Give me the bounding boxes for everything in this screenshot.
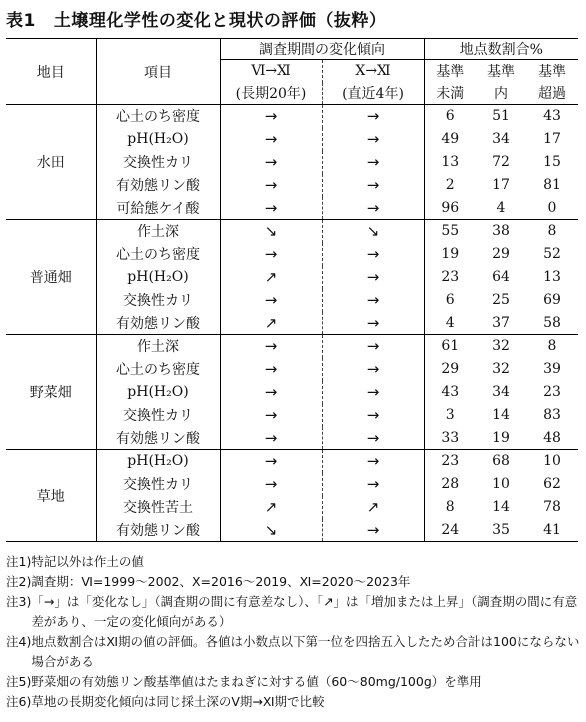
trend-recent-cell: ↘: [322, 220, 424, 243]
header-trend-group: 調査期間の変化傾向: [220, 39, 424, 60]
within-cell: 32: [492, 361, 510, 377]
trend-recent-cell: ↗: [322, 496, 424, 519]
item-cell: 可給態ケイ酸: [96, 197, 220, 220]
within-cell: 38: [476, 220, 526, 243]
table-number: 表1: [6, 11, 36, 31]
header-trend-recent: Ⅹ→Ⅺ: [322, 60, 424, 83]
within-cell: 68: [476, 450, 526, 473]
item-cell: pH(H₂O): [96, 381, 220, 404]
notes: [6, 552, 582, 712]
trend-long-cell: →: [220, 151, 322, 174]
note-text: 草地の長期変化傾向は同じ採土深のⅤ期→Ⅺ期で比較: [31, 694, 325, 709]
item-cell: 交換性カリ: [96, 404, 220, 427]
header-within-2: 内: [476, 83, 526, 105]
below-cell: 3: [424, 404, 476, 427]
trend-long-cell: →: [220, 427, 322, 450]
item-cell: pH(H₂O): [96, 450, 220, 473]
trend-long-cell: →: [220, 174, 322, 197]
trend-recent-cell: →: [322, 105, 424, 128]
trend-long-cell: →: [220, 450, 322, 473]
above-cell: 69: [543, 292, 561, 308]
trend-long-cell: ↗: [220, 312, 322, 335]
table-title-text: 土壌理化学性の変化と現状の評価（抜粋）: [53, 11, 387, 31]
table-row: [6, 220, 578, 243]
header-above-2: 超過: [526, 83, 578, 105]
below-cell: 23: [424, 266, 476, 289]
note-text: 特記以外は作土の値: [31, 554, 144, 569]
above-cell: 15: [543, 154, 561, 170]
above-cell: 83: [543, 407, 561, 423]
above-cell: 17: [543, 131, 561, 147]
table-title: [6, 6, 386, 31]
note-item: [6, 692, 582, 712]
item-cell: 作土深: [96, 335, 220, 358]
above-cell: 81: [543, 177, 561, 193]
above-cell: 0: [547, 199, 557, 216]
note-item: [6, 572, 582, 592]
within-cell: 14: [492, 499, 510, 515]
above-cell: 62: [543, 476, 561, 492]
below-cell: 33: [424, 427, 476, 450]
below-cell: 13: [424, 151, 476, 174]
trend-long-cell: →: [220, 335, 322, 358]
trend-recent-cell: →: [322, 197, 424, 220]
note-label: 注3): [6, 594, 32, 609]
item-cell: 有効態リン酸: [96, 427, 220, 450]
item-cell: 有効態リン酸: [96, 174, 220, 197]
item-cell: 交換性苦土: [96, 496, 220, 519]
within-cell: 4: [496, 199, 506, 216]
note-text: 地点数割合はⅪ期の値の評価。各値は小数点以下第一位を四捨五入したため合計は100にならない場合がある: [31, 634, 580, 669]
note-text: 野菜畑の有効態リン酸基準値はたまねぎに対する値（60〜80mg/100g）を準用: [31, 674, 482, 689]
trend-long-cell: →: [220, 381, 322, 404]
below-cell: 24: [424, 519, 476, 542]
trend-recent-cell: →: [322, 243, 424, 266]
header-trend-long: Ⅵ→Ⅺ: [220, 60, 322, 83]
note-item: [6, 632, 582, 672]
below-cell: 8: [424, 496, 476, 519]
above-cell: 10: [526, 450, 578, 473]
trend-recent-cell: →: [322, 289, 424, 312]
trend-recent-cell: →: [322, 450, 424, 473]
trend-long-cell: ↗: [220, 496, 322, 519]
note-text: 「→」は「変化なし」（調査期の間に有意差なし）、「↗」は「増加または上昇」（調査期の間に有意差があり、一定の変化傾向がある）: [31, 594, 578, 629]
trend-long-cell: →: [220, 473, 322, 496]
above-cell: 58: [543, 314, 561, 331]
trend-long-cell: ↘: [220, 220, 322, 243]
header-trend-recent-sub: (直近4年): [322, 83, 424, 105]
trend-recent-cell: →: [322, 174, 424, 197]
table-row: [6, 335, 578, 358]
item-cell: 心土のち密度: [96, 358, 220, 381]
within-cell: 35: [492, 521, 510, 538]
below-cell: 49: [424, 128, 476, 151]
above-cell: 78: [543, 499, 561, 515]
trend-recent-cell: →: [322, 473, 424, 496]
below-cell: 2: [424, 174, 476, 197]
below-cell: 96: [424, 197, 476, 220]
above-cell: 23: [543, 384, 561, 400]
note-item: [6, 592, 582, 632]
within-cell: 37: [492, 314, 510, 331]
table-header: [6, 39, 578, 105]
above-cell: 43: [543, 108, 561, 125]
within-cell: 72: [492, 154, 510, 170]
land-use-cell: 普通畑: [6, 220, 96, 335]
above-cell: 52: [543, 246, 561, 262]
below-cell: 29: [424, 358, 476, 381]
above-cell: 39: [543, 361, 561, 377]
item-cell: 交換性カリ: [96, 289, 220, 312]
note-label: 注5): [6, 674, 32, 689]
trend-recent-cell: →: [322, 427, 424, 450]
trend-long-cell: ↘: [220, 519, 322, 542]
land-use-cell: 野菜畑: [6, 335, 96, 450]
item-cell: 心土のち密度: [96, 105, 220, 128]
above-cell: 41: [543, 521, 561, 538]
trend-recent-cell: →: [322, 128, 424, 151]
trend-long-cell: →: [220, 128, 322, 151]
item-cell: 作土深: [96, 220, 220, 243]
land-use-cell: 水田: [36, 155, 65, 171]
header-trend-long-sub: (長期20年): [220, 83, 322, 105]
item-cell: pH(H₂O): [96, 266, 220, 289]
trend-recent-cell: →: [322, 381, 424, 404]
trend-recent-cell: →: [322, 266, 424, 289]
above-cell: 48: [543, 429, 561, 446]
note-label: 注1): [6, 554, 32, 569]
item-cell: 心土のち密度: [96, 243, 220, 266]
note-item: [6, 552, 582, 572]
trend-long-cell: →: [220, 105, 322, 128]
header-within-1: 基準: [487, 64, 515, 81]
item-cell: 有効態リン酸: [96, 312, 220, 335]
below-cell: 28: [424, 473, 476, 496]
within-cell: 10: [492, 476, 510, 492]
below-cell: 6: [424, 105, 476, 128]
within-cell: 64: [492, 269, 510, 285]
below-cell: 55: [424, 220, 476, 243]
within-cell: 17: [492, 177, 510, 193]
above-cell: 8: [526, 220, 578, 243]
item-cell: pH(H₂O): [96, 128, 220, 151]
trend-long-cell: →: [220, 289, 322, 312]
table-row: [6, 105, 578, 128]
item-cell: 交換性カリ: [96, 151, 220, 174]
note-item: [6, 672, 582, 692]
trend-long-cell: →: [220, 243, 322, 266]
trend-long-cell: →: [220, 404, 322, 427]
within-cell: 51: [492, 108, 510, 125]
note-label: 注6): [6, 694, 32, 709]
above-cell: 13: [543, 269, 561, 285]
trend-recent-cell: →: [322, 312, 424, 335]
within-cell: 14: [492, 407, 510, 423]
table-body: [6, 105, 578, 542]
below-cell: 6: [424, 289, 476, 312]
item-cell: 有効態リン酸: [96, 519, 220, 542]
table-row: [6, 450, 578, 473]
below-cell: 43: [424, 381, 476, 404]
within-cell: 29: [492, 246, 510, 262]
note-label: 注2): [6, 574, 32, 589]
header-below-1: 基準: [424, 60, 476, 83]
header-above-1: 基準: [538, 64, 566, 81]
below-cell: 19: [424, 243, 476, 266]
land-use-cell: 草地: [6, 450, 96, 542]
within-cell: 34: [492, 131, 510, 147]
within-cell: 25: [492, 292, 510, 308]
header-item: 項目: [96, 39, 220, 105]
trend-recent-cell: →: [322, 519, 424, 542]
item-cell: 交換性カリ: [96, 473, 220, 496]
trend-recent-cell: →: [322, 404, 424, 427]
within-cell: 34: [492, 384, 510, 400]
trend-recent-cell: →: [322, 335, 424, 358]
below-cell: 23: [424, 450, 476, 473]
note-label: 注4): [6, 634, 32, 649]
trend-recent-cell: →: [322, 151, 424, 174]
trend-long-cell: →: [220, 358, 322, 381]
below-cell: 61: [424, 335, 476, 358]
within-cell: 32: [476, 335, 526, 358]
trend-long-cell: →: [220, 197, 322, 220]
header-land-use: 地目: [6, 39, 96, 105]
header-ratio-group: 地点数割合%: [424, 39, 578, 60]
trend-recent-cell: →: [322, 358, 424, 381]
below-cell: 4: [424, 312, 476, 335]
header-below-2: 未満: [424, 83, 476, 105]
trend-long-cell: ↗: [220, 266, 322, 289]
within-cell: 19: [492, 429, 510, 446]
above-cell: 8: [526, 335, 578, 358]
soil-table: [6, 38, 578, 542]
note-text: 調査期：Ⅵ=1999〜2002、Ⅹ=2016〜2019、Ⅺ=2020〜2023年: [31, 574, 411, 589]
